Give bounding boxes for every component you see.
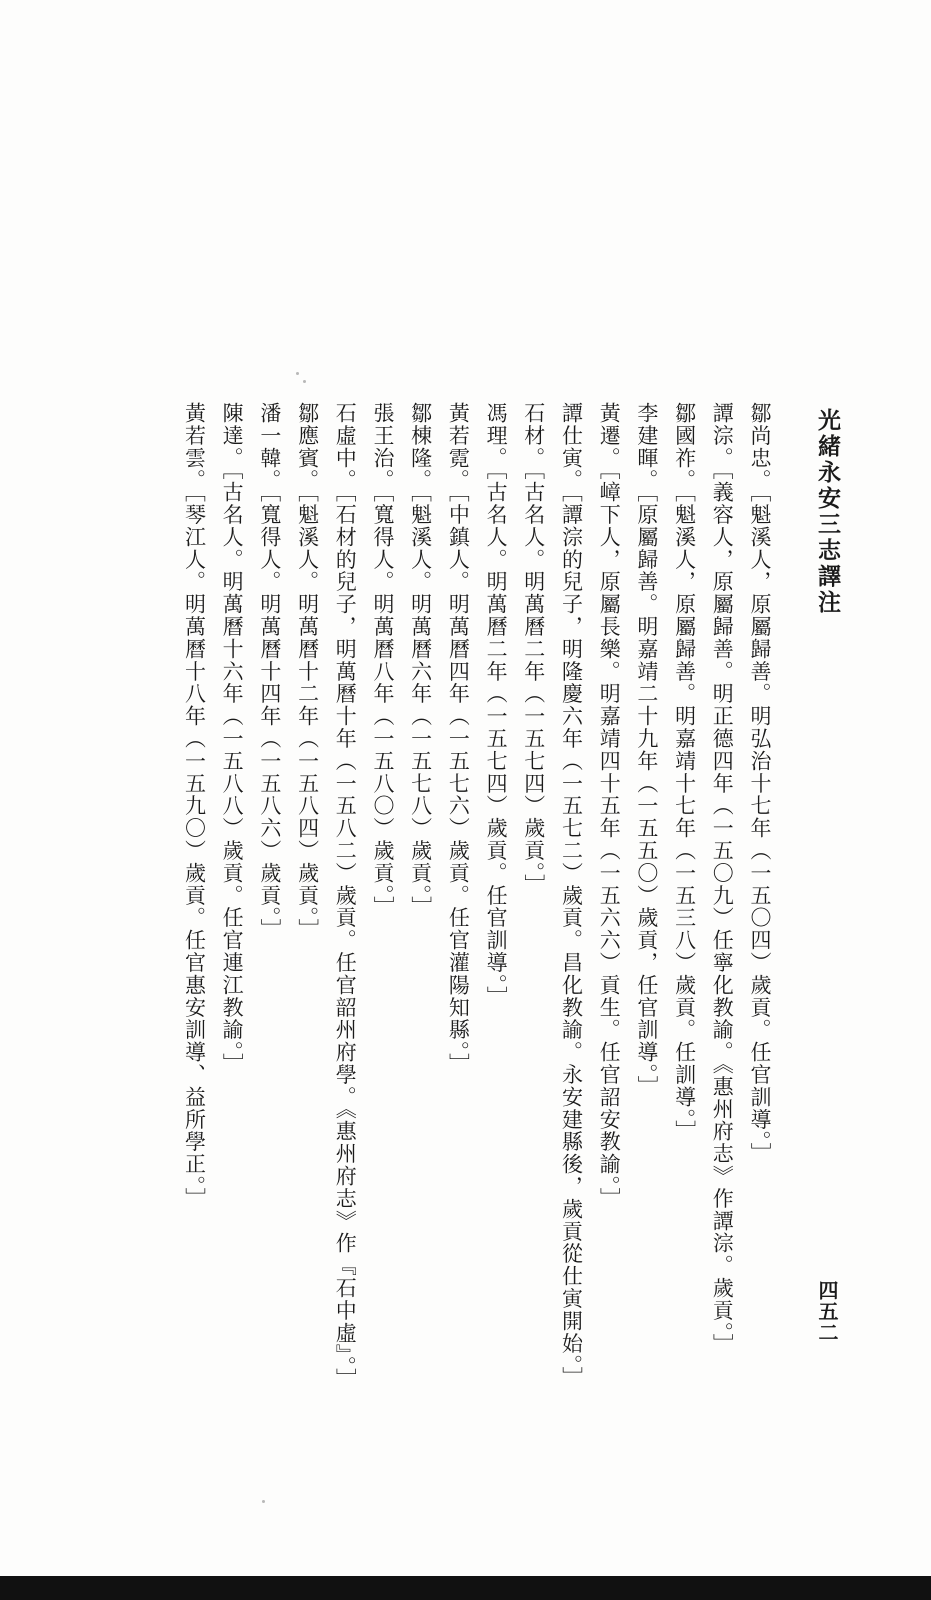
main-text (138, 402, 778, 1562)
running-title: 光緒永安三志譯注 (814, 408, 841, 616)
entry-zou-shangzhong: 鄒尚忠。［魁溪人，原屬歸善。明弘治十七年（一五〇四）歲貢。任官訓導。］ (748, 402, 772, 1165)
entry-zhang-wangzhi: 張王治。［寬得人。明萬曆八年（一五八〇）歲貢。］ (370, 402, 395, 919)
scan-border (0, 1576, 931, 1600)
entry-chen-da: 陳達。［古名人。明萬曆十六年（一五八八）歲貢。任官連江教諭。］ (220, 402, 245, 1076)
entry-zou-yingbin: 鄒應賓。［魁溪人。明萬曆十二年（一五八四）歲貢。］ (295, 402, 320, 941)
entry-tan-shiyin: 譚仕寅。［譚淙的兒子，明隆慶六年（一五七二）歲貢。昌化教諭。永安建縣後，歲貢從仕寅開始。］ (559, 402, 584, 1389)
page-number: 四五二 (815, 1280, 839, 1343)
entry-tan-cong: 譚淙。［義容人，原屬歸善。明正德四年（一五〇九）任寧化教諭。《惠州府志》作譚淙。歲貢。］ (710, 402, 735, 1357)
entry-zou-donglong: 鄒棟隆。［魁溪人。明萬曆六年（一五七八）歲貢。］ (408, 402, 433, 919)
entry-pan-yihan: 潘一韓。［寬得人。明萬曆十四年（一五八六）歲貢。］ (257, 402, 282, 941)
entry-huang-qian: 黃遷。［嶂下人，原屬長樂。明嘉靖四十五年（一五六六）貢生。任官詔安教諭。］ (597, 402, 622, 1210)
entry-shi-cai: 石材。［古名人。明萬曆二年（一五七四）歲貢。］ (521, 402, 546, 897)
entry-zou-guozuo: 鄒國祚。［魁溪人，原屬歸善。明嘉靖十七年（一五三八）歲貢。任訓導。］ (672, 402, 697, 1143)
entry-feng-li: 馮理。［古名人。明萬曆二年（一五七四）歲貢。任官訓導。］ (484, 402, 509, 1009)
entry-huang-ruoni: 黃若霓。［中鎮人。明萬曆四年（一五七六）歲貢。任官灌陽知縣。］ (446, 402, 471, 1076)
entry-huang-ruoyun: 黃若雲。［琴江人。明萬曆十八年（一五九〇）歲貢。任官惠安訓導、益所學正。］ (182, 402, 207, 1210)
scan-speck (262, 1500, 265, 1503)
entry-li-jianhui: 李建暉。［原屬歸善。明嘉靖二十九年（一五五〇）歲貢，任官訓導。］ (634, 402, 659, 1098)
scan-speck (303, 380, 306, 383)
entry-shi-xuzhong: 石虛中。［石材的兒子，明萬曆十年（一五八二）歲貢。任官韶州府學。《惠州府志》作『石中虛』。］ (333, 402, 358, 1391)
scan-speck (296, 372, 299, 375)
